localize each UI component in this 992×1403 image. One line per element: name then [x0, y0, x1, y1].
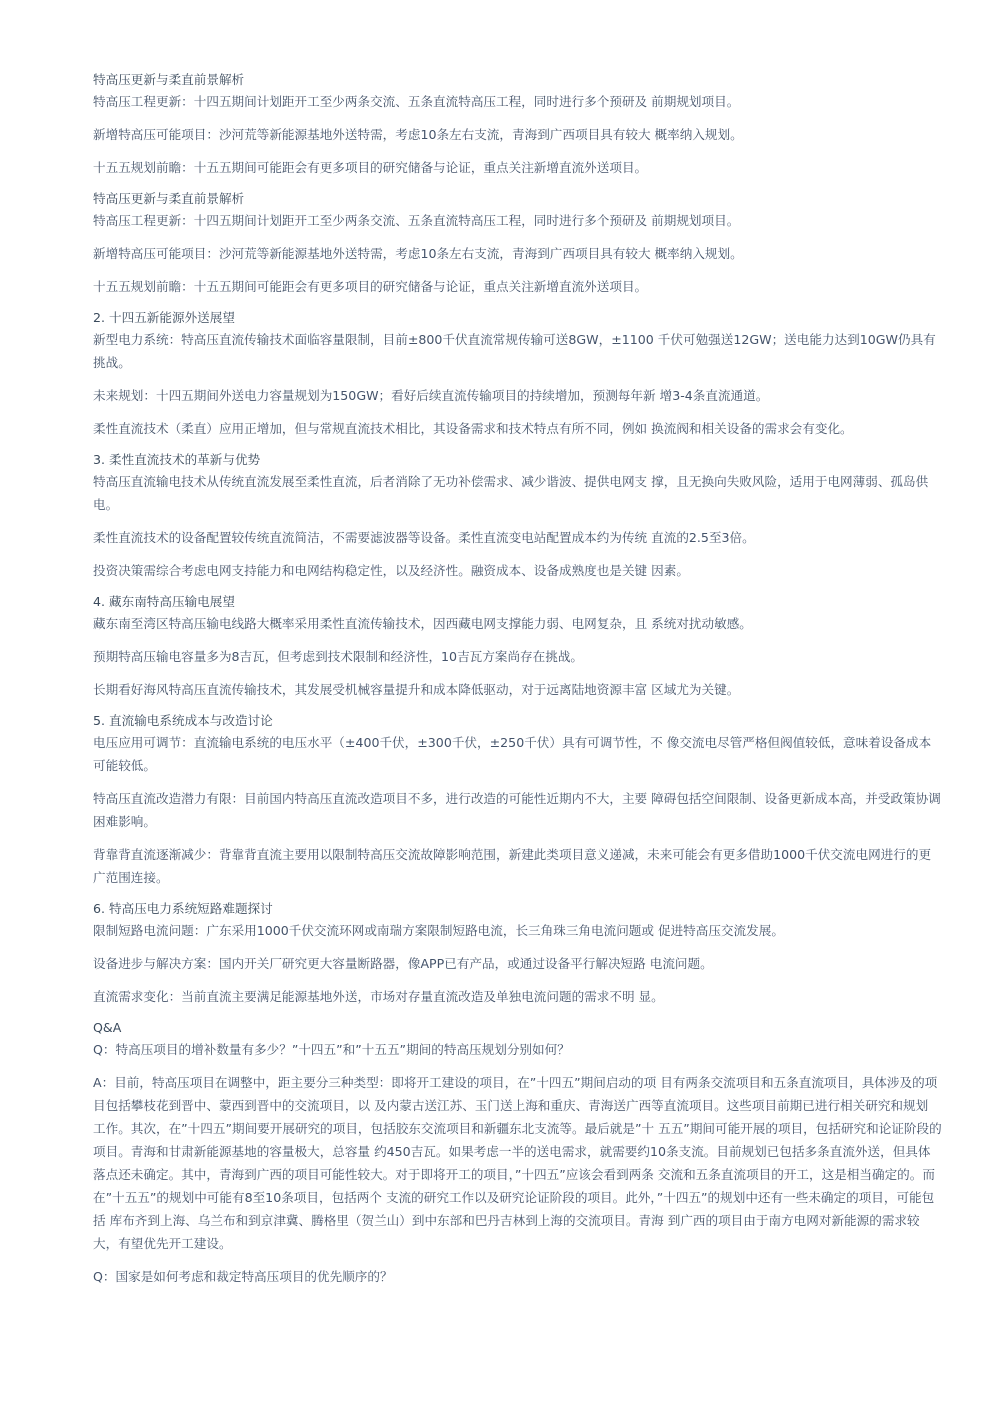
paragraph: 电压应用可调节：直流输电系统的电压水平（±400千伏，±300千伏，±250千伏）具有可调节性，不 像交流电尽管严格但阀值较低，意味着设备成本可能较低。 — [93, 735, 932, 773]
section-heading: 4. 藏东南特高压输电展望 — [93, 594, 235, 609]
paragraph: 新增特高压可能项目：沙河荒等新能源基地外送特需，考虑10条左右支流，青海到广西项目具有较大 概率纳入规划。 — [93, 127, 743, 142]
section-heading: 5. 直流输电系统成本与改造讨论 — [93, 713, 273, 728]
paragraph: 特高压工程更新：十四五期间计划距开工至少两条交流、五条直流特高压工程，同时进行多个预研及 前期规划项目。 — [93, 213, 740, 228]
paragraph: 柔性直流技术（柔直）应用正增加，但与常规直流技术相比，其设备需求和技术特点有所不同，例如 换流阀和相关设备的需求会有变化。 — [93, 421, 853, 436]
section-heading: 3. 柔性直流技术的革新与优势 — [93, 452, 261, 467]
paragraph: 藏东南至湾区特高压输电线路大概率采用柔性直流传输技术，因西藏电网支撑能力弱、电网复杂，且 系统对扰动敏感。 — [93, 616, 752, 631]
question: Q：特高压项目的增补数量有多少？”十四五”和”十五五”期间的特高压规划分别如何？ — [93, 1042, 570, 1057]
section-heading: 特高压更新与柔直前景解析 — [93, 72, 245, 87]
paragraph: 设备进步与解决方案：国内开关厂研究更大容量断路器，像APP已有产品，或通过设备平行解决短路 电流问题。 — [93, 956, 713, 971]
paragraph: 十五五规划前瞻：十五五期间可能距会有更多项目的研究储备与论证，重点关注新增直流外送项目。 — [93, 279, 648, 294]
qa-heading: Q&A — [93, 1020, 122, 1035]
paragraph: 新型电力系统：特高压直流传输技术面临容量限制，目前±800千伏直流常规传输可送8GW，±1100 千伏可勉强送12GW；送电能力达到10GW仍具有挑战。 — [93, 332, 936, 370]
paragraph: 新增特高压可能项目：沙河荒等新能源基地外送特需，考虑10条左右支流，青海到广西项目具有较大 概率纳入规划。 — [93, 246, 743, 261]
question: Q：国家是如何考虑和裁定特高压项目的优先顺序的？ — [93, 1269, 393, 1284]
paragraph: 未来规划：十四五期间外送电力容量规划为150GW；看好后续直流传输项目的持续增加，预测每年新 增3-4条直流通道。 — [93, 388, 769, 403]
paragraph: 特高压工程更新：十四五期间计划距开工至少两条交流、五条直流特高压工程，同时进行多个预研及 前期规划项目。 — [93, 94, 740, 109]
paragraph: 特高压直流输电技术从传统直流发展至柔性直流，后者消除了无功补偿需求、减少谐波、提供电网支 撑，且无换向失败风险，适用于电网薄弱、孤岛供电。 — [93, 474, 929, 512]
paragraph: 预期特高压输电容量多为8吉瓦，但考虑到技术限制和经济性，10吉瓦方案尚存在挑战。 — [93, 649, 584, 664]
paragraph: 背靠背直流逐渐减少：背靠背直流主要用以限制特高压交流故障影响范围，新建此类项目意义递减，未来可能会有更多借助1000千伏交流电网进行的更广范围连接。 — [93, 847, 932, 885]
section-heading: 2. 十四五新能源外送展望 — [93, 310, 235, 325]
paragraph: 限制短路电流问题：广东采用1000千伏交流环网或南瑞方案限制短路电流，长三角珠三角电流问题或 促进特高压交流发展。 — [93, 923, 784, 938]
answer: A：目前，特高压项目在调整中，距主要分三种类型：即将开工建设的项目，在”十四五”期间启动的项 目有两条交流项目和五条直流项目，具体涉及的项目包括攀枝花到晋中、蒙西到晋中的交流项目，以 及内蒙古送江苏、玉门送上海和重庆、青海送广西等直流项目。这些项目前期已进行相关研究和规划 工作。其次，在”十四五”期间要开展研究的项目，包括胶东交流项目和新疆东北支流等。最后就是”十 五五”期间可能开展的项目，包括研究和论证阶段的项目。青海和甘肃新能源基地的容量极大，总容量 约450吉瓦。如果考虑一半的送电需求，就需要约10条支流。目前规划已包括多条直流外送，但具体 落点还未确定。其中，青海到广西的项目可能性较大。对于即将开工的项目，”十四五”应该会看到两条 交流和五条直流项目的开工，这是相当确定的。而在”十五五”的规划中可能有8至10条项目，包括两个 支流的研究工作以及研究论证阶段的项目。此外，”十四五”的规划中还有一些未确定的项目，可能包括 库布齐到上海、乌兰布和到京津冀、腾格里（贺兰山）到中东部和巴丹吉林到上海的交流项目。青海 到广西的项目由于南方电网对新能源的需求较大，有望优先开工建设。 — [93, 1075, 942, 1251]
paragraph: 特高压直流改造潜力有限：目前国内特高压直流改造项目不多，进行改造的可能性近期内不大，主要 障碍包括空间限制、设备更新成本高，并受政策协调困难影响。 — [93, 791, 941, 829]
paragraph: 直流需求变化：当前直流主要满足能源基地外送，市场对存量直流改造及单独电流问题的需求不明 显。 — [93, 989, 664, 1004]
section-heading: 特高压更新与柔直前景解析 — [93, 191, 245, 206]
section-heading: 6. 特高压电力系统短路难题探讨 — [93, 901, 273, 916]
paragraph: 投资决策需综合考虑电网支持能力和电网结构稳定性，以及经济性。融资成本、设备成熟度也是关键 因素。 — [93, 563, 689, 578]
paragraph: 长期看好海风特高压直流传输技术，其发展受机械容量提升和成本降低驱动，对于远离陆地资源丰富 区域尤为关键。 — [93, 682, 740, 697]
paragraph: 十五五规划前瞻：十五五期间可能距会有更多项目的研究储备与论证，重点关注新增直流外送项目。 — [93, 160, 648, 175]
paragraph: 柔性直流技术的设备配置较传统直流简洁，不需要滤波器等设备。柔性直流变电站配置成本约为传统 直流的2.5至3倍。 — [93, 530, 755, 545]
